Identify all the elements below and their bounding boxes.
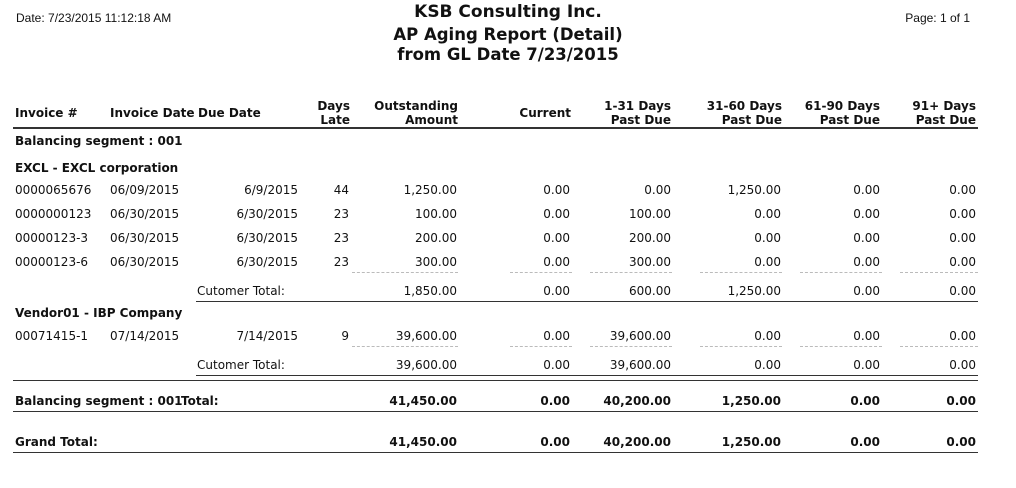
col-days-late-line1: Days [317, 99, 350, 113]
grand-total-outstanding-amount: 41,450.00 [389, 435, 457, 449]
past-due-91-plus: 0.00 [949, 329, 976, 343]
col-31-60-line2: Past Due [721, 113, 782, 127]
segment-total-rule [13, 380, 978, 381]
grand-total-past-due-91-plus: 0.00 [946, 435, 976, 449]
grand-total-label: Grand Total: [15, 435, 98, 449]
col-days-late-line2: Late [320, 113, 350, 127]
segment-total-past-due-1-31: 40,200.00 [603, 394, 671, 408]
due-date: 6/9/2015 [244, 183, 298, 197]
subtotal-rule [196, 301, 978, 302]
col-outstanding-line2: Amount [405, 113, 458, 127]
vendor-name: EXCL - EXCL corporation [15, 161, 179, 175]
customer-total-past-due-1-31: 600.00 [629, 284, 671, 298]
current: 0.00 [543, 231, 570, 245]
segment-total-underline [13, 411, 978, 412]
grand-total-past-due-31-60: 1,250.00 [721, 435, 781, 449]
customer-total-past-due-61-90: 0.00 [853, 358, 880, 372]
past-due-91-plus: 0.00 [949, 183, 976, 197]
grand-total-rule [13, 452, 978, 453]
row-separator [352, 346, 458, 347]
col-1-31-line2: Past Due [610, 113, 671, 127]
invoice-number: 0000000123 [15, 207, 92, 221]
past-due-61-90: 0.00 [853, 183, 880, 197]
col-61-90-line1: 61-90 Days [804, 99, 880, 113]
segment-total-outstanding-amount: 41,450.00 [389, 394, 457, 408]
invoice-date: 06/30/2015 [110, 231, 180, 245]
col-outstanding [374, 99, 458, 127]
past-due-31-60: 0.00 [754, 207, 781, 221]
grand-total-past-due-1-31: 40,200.00 [603, 435, 671, 449]
customer-total-past-due-1-31: 39,600.00 [609, 358, 671, 372]
due-date: 6/30/2015 [236, 207, 298, 221]
invoice-date: 07/14/2015 [110, 329, 180, 343]
past-due-61-90: 0.00 [853, 207, 880, 221]
row-separator [800, 346, 882, 347]
past-due-1-31: 0.00 [644, 183, 671, 197]
segment-total-current: 0.00 [540, 394, 570, 408]
past-due-31-60: 1,250.00 [727, 183, 781, 197]
row-separator [510, 272, 572, 273]
col-invoice: Invoice # [15, 106, 78, 120]
col-1-31-line1: 1-31 Days [604, 99, 671, 113]
customer-total-past-due-91-plus: 0.00 [949, 358, 976, 372]
row-separator [900, 346, 978, 347]
col-91-plus-line1: 91+ Days [912, 99, 976, 113]
due-date: 6/30/2015 [236, 255, 298, 269]
past-due-1-31: 300.00 [629, 255, 671, 269]
col-invoice-date: Invoice Date [110, 106, 195, 120]
col-31-60 [707, 99, 782, 127]
customer-total-label: Cutomer Total: [197, 284, 285, 298]
past-due-91-plus: 0.00 [949, 255, 976, 269]
past-due-1-31: 39,600.00 [609, 329, 671, 343]
past-due-61-90: 0.00 [853, 329, 880, 343]
outstanding-amount: 300.00 [415, 255, 457, 269]
col-91-plus-line2: Past Due [915, 113, 976, 127]
report-title: AP Aging Report (Detail) [393, 25, 623, 44]
col-61-90 [805, 99, 880, 127]
days-late: 9 [341, 329, 349, 343]
row-separator [590, 346, 672, 347]
col-days-late [317, 99, 350, 127]
invoice-number: 00000123-6 [15, 255, 89, 269]
invoice-number: 00000123-3 [15, 231, 89, 245]
page-number: Page: 1 of 1 [905, 11, 970, 25]
past-due-91-plus: 0.00 [949, 207, 976, 221]
days-late: 23 [333, 231, 349, 245]
invoice-date: 06/09/2015 [110, 183, 180, 197]
customer-total-past-due-91-plus: 0.00 [949, 284, 976, 298]
past-due-1-31: 100.00 [629, 207, 671, 221]
current: 0.00 [543, 329, 570, 343]
header-rule [13, 127, 978, 129]
col-1-31 [604, 99, 671, 127]
row-separator [352, 272, 458, 273]
report-subtitle: from GL Date 7/23/2015 [397, 45, 619, 64]
current: 0.00 [543, 207, 570, 221]
grand-total-past-due-61-90: 0.00 [850, 435, 880, 449]
days-late: 23 [333, 207, 349, 221]
past-due-31-60: 0.00 [754, 231, 781, 245]
company-name: KSB Consulting Inc. [414, 2, 602, 22]
outstanding-amount: 200.00 [415, 231, 457, 245]
customer-total-past-due-61-90: 0.00 [853, 284, 880, 298]
current: 0.00 [543, 183, 570, 197]
col-61-90-line2: Past Due [819, 113, 880, 127]
past-due-31-60: 0.00 [754, 329, 781, 343]
row-separator [700, 346, 782, 347]
row-separator [800, 272, 882, 273]
past-due-1-31: 200.00 [629, 231, 671, 245]
outstanding-amount: 100.00 [415, 207, 457, 221]
col-outstanding-line1: Outstanding [374, 99, 458, 113]
row-separator [900, 272, 978, 273]
past-due-61-90: 0.00 [853, 231, 880, 245]
customer-total-label: Cutomer Total: [197, 358, 285, 372]
row-separator [700, 272, 782, 273]
customer-total-outstanding-amount: 1,850.00 [403, 284, 457, 298]
outstanding-amount: 1,250.00 [403, 183, 457, 197]
col-31-60-line1: 31-60 Days [706, 99, 782, 113]
customer-total-past-due-31-60: 0.00 [754, 358, 781, 372]
grand-total-current: 0.00 [540, 435, 570, 449]
customer-total-current: 0.00 [543, 358, 570, 372]
col-due-date: Due Date [198, 106, 261, 120]
outstanding-amount: 39,600.00 [395, 329, 457, 343]
invoice-date: 06/30/2015 [110, 207, 180, 221]
past-due-61-90: 0.00 [853, 255, 880, 269]
segment-total-past-due-61-90: 0.00 [850, 394, 880, 408]
col-current: Current [519, 106, 571, 120]
past-due-31-60: 0.00 [754, 255, 781, 269]
vendor-name: Vendor01 - IBP Company [15, 306, 183, 320]
report-date: Date: 7/23/2015 11:12:18 AM [16, 11, 172, 25]
days-late: 23 [333, 255, 349, 269]
due-date: 6/30/2015 [236, 231, 298, 245]
days-late: 44 [333, 183, 349, 197]
invoice-date: 06/30/2015 [110, 255, 180, 269]
segment-total-past-due-31-60: 1,250.00 [721, 394, 781, 408]
segment-total-past-due-91-plus: 0.00 [946, 394, 976, 408]
customer-total-current: 0.00 [543, 284, 570, 298]
customer-total-past-due-31-60: 1,250.00 [727, 284, 781, 298]
subtotal-rule [196, 375, 978, 376]
current: 0.00 [543, 255, 570, 269]
customer-total-outstanding-amount: 39,600.00 [395, 358, 457, 372]
segment-total-word: Total: [181, 394, 219, 408]
invoice-number: 00071415-1 [15, 329, 89, 343]
segment-total-label: Balancing segment : 001 [15, 394, 183, 408]
past-due-91-plus: 0.00 [949, 231, 976, 245]
row-separator [510, 346, 572, 347]
segment-label: Balancing segment : 001 [15, 134, 183, 148]
row-separator [590, 272, 672, 273]
invoice-number: 0000065676 [15, 183, 92, 197]
due-date: 7/14/2015 [236, 329, 298, 343]
col-91-plus [912, 99, 976, 127]
